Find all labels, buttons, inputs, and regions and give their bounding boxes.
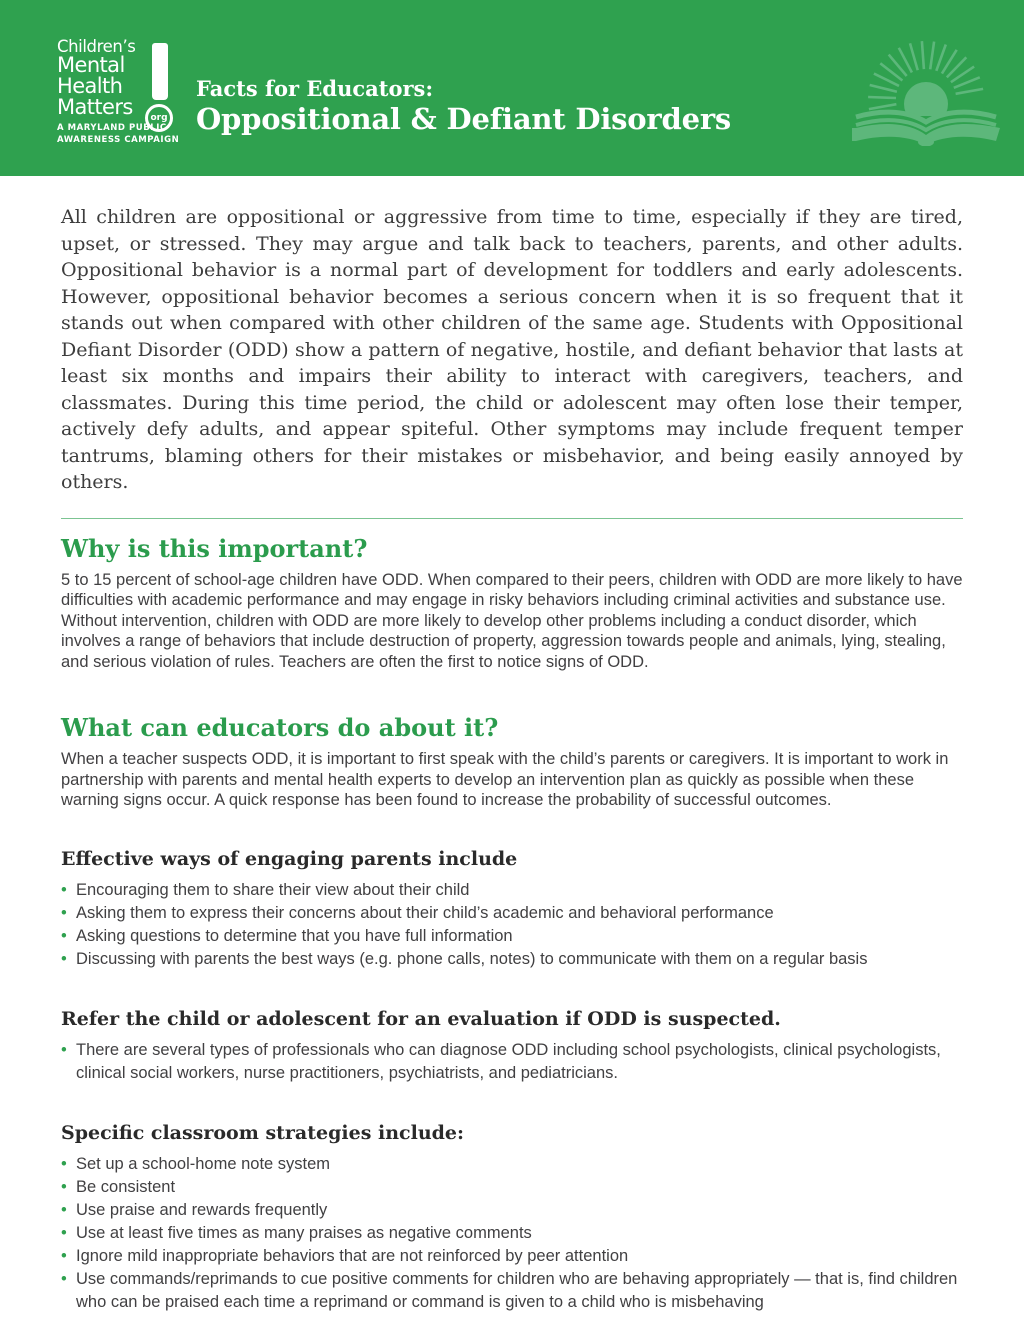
bullet-icon (61, 1176, 67, 1199)
list-item (61, 1222, 963, 1245)
why-heading: Why is this important? (61, 533, 368, 563)
list-item (61, 925, 963, 948)
list-item-text: Asking them to express their concerns about their child’s academic and behavioral performance (76, 903, 774, 922)
logo-wordmark-line: Mental (57, 53, 125, 77)
bullet-icon (61, 925, 67, 948)
list-item-text: Use praise and rewards frequently (76, 1200, 328, 1219)
title-block (196, 76, 731, 137)
book-sun-icon (844, 24, 1008, 146)
why-body: 5 to 15 percent of school-age children have ODD. When compared to their peers, children with ODD are more likely to have difficulties with academic performance and may engage in risky behaviors including criminal activities and substance use. Without intervention, children with ODD are more likely to develop other problems including a conduct disorder, which involves a range of behaviors that include destruction of property, aggression towards people and animals, lying, stealing, and serious violation of rules. Teachers are often the first to notice signs of ODD. (61, 570, 963, 671)
header-banner (0, 0, 1024, 176)
list-item (61, 1245, 963, 1268)
bullet-icon (61, 1199, 67, 1222)
engaging-list (61, 879, 963, 971)
section-divider (61, 518, 963, 519)
bullet-icon (61, 948, 67, 971)
list-item (61, 948, 963, 971)
list-item (61, 1153, 963, 1176)
strategies-list (61, 1153, 963, 1314)
section-classroom-strategies (61, 1121, 963, 1314)
list-item-text: Set up a school-home note system (76, 1154, 331, 1173)
list-item-text: Asking questions to determine that you have full information (76, 926, 513, 945)
list-item-text: Use at least five times as many praises as negative comments (76, 1223, 532, 1242)
educators-heading: What can educators do about it? (61, 713, 499, 742)
list-item (61, 1039, 963, 1085)
content (0, 176, 1024, 1314)
org-logo (57, 38, 187, 145)
list-item-text: Discussing with parents the best ways (e.g. phone calls, notes) to communicate with them on a regular basis (76, 949, 868, 968)
educators-body: When a teacher suspects ODD, it is important to first speak with the child’s parents or caregivers. It is important to work in partnership with parents and mental health experts to develop an intervention plan as quickly as possible when these warning signs occur. A quick response has been found to increase the probability of successful outcomes. (61, 750, 949, 809)
exclamation-icon (152, 43, 168, 100)
section-refer (61, 1007, 963, 1085)
org-badge: org (145, 104, 173, 132)
logo-wordmark-line: Matters (57, 95, 133, 119)
list-item-text: There are several types of professionals who can diagnose ODD including school psychologists, clinical psychologists, clinical social workers, nurse practitioners, psychiatrists, and pediatricians. (76, 1040, 941, 1082)
list-item-text: Be consistent (76, 1177, 176, 1196)
bullet-icon (61, 902, 67, 925)
refer-list (61, 1039, 963, 1085)
list-item (61, 1199, 963, 1222)
list-item (61, 879, 963, 902)
section-why (61, 535, 963, 673)
section-engaging-parents (61, 847, 963, 971)
list-item-text: Use commands/reprimands to cue positive comments for children who are behaving appropriately — that is, find children who can be praised each time a reprimand or command is given to a child who is misbehaving (76, 1269, 958, 1311)
page-title: Oppositional & Defiant Disorders (196, 102, 732, 136)
bullet-icon (61, 1153, 67, 1176)
list-item (61, 1176, 963, 1199)
bullet-icon (61, 1245, 67, 1268)
strategies-heading: Specific classroom strategies include: (61, 1121, 465, 1144)
refer-heading: Refer the child or adolescent for an evaluation if ODD is suspected. (61, 1007, 781, 1030)
bullet-icon (61, 879, 67, 902)
list-item (61, 902, 963, 925)
document-kicker: Facts for Educators: (196, 76, 434, 101)
engaging-heading: Effective ways of engaging parents include (61, 847, 518, 870)
campaign-tagline-line: A MARYLAND PUBLIC (57, 123, 167, 133)
bullet-icon (61, 1268, 67, 1291)
bullet-icon (61, 1222, 67, 1245)
bullet-icon (61, 1039, 67, 1062)
list-item-text: Ignore mild inappropriate behaviors that are not reinforced by peer attention (76, 1246, 629, 1265)
campaign-tagline-line: AWARENESS CAMPAIGN (57, 134, 180, 145)
intro-paragraph: All children are oppositional or aggressive from time to time, especially if they are tired, upset, or stressed. They may argue and talk back to teachers, parents, and other adults. Oppositional behavior is a normal part of development for toddlers and early adolescents. However, oppositional behavior becomes a serious concern when it is so frequent that it stands out when compared with other children of the same age. Students with Oppositional Defiant Disorder (ODD) show a pattern of negative, hostile, and defiant behavior that lasts at least six months and impairs their ability to interact with caregivers, teachers, and classmates. During this time period, the child or adolescent may often lose their temper, actively defy adults, and appear spiteful. Other symptoms may include frequent temper tantrums, blaming others for their mistakes or misbehavior, and being easily annoyed by others. (61, 206, 963, 493)
list-item (61, 1268, 963, 1314)
section-educators (61, 714, 963, 811)
logo-wordmark-line: Health (57, 74, 123, 98)
list-item-text: Encouraging them to share their view about their child (76, 880, 470, 899)
logo-wordmark-line: Children’s (57, 37, 136, 56)
